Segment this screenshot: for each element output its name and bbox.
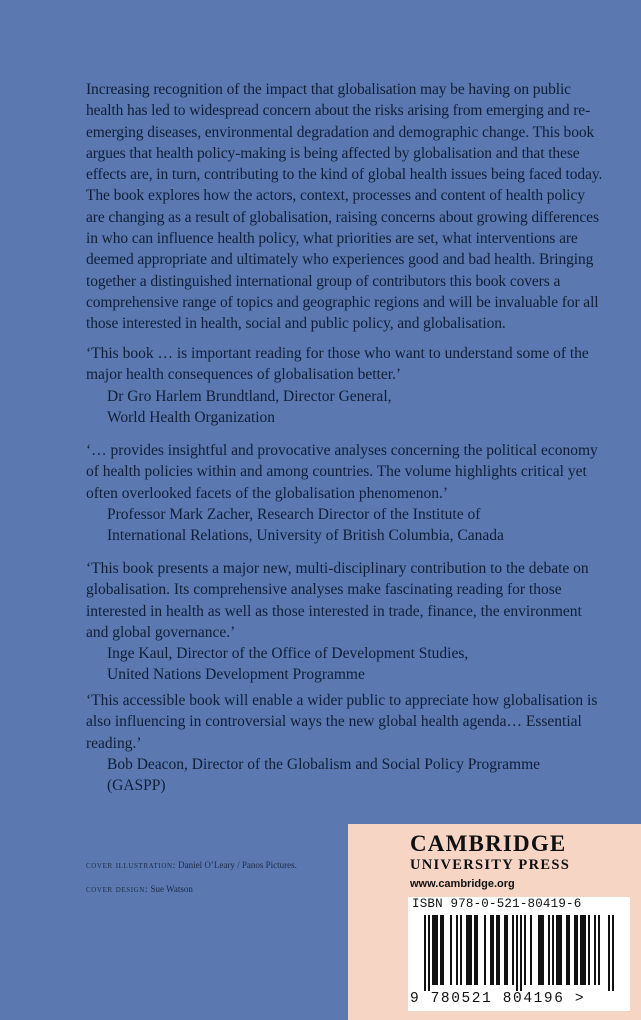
barcode-bar (434, 915, 436, 985)
quote-text: ‘This accessible book will enable a wider public to appreciate how globalisation is also influencing in controversial ways the new global health agenda… Essential reading.’ (86, 692, 598, 752)
barcode-bar (498, 915, 500, 985)
publisher-panel (348, 824, 641, 1020)
cover-design-credit (86, 884, 193, 895)
barcode-bar (588, 915, 590, 985)
barcode-bar (612, 915, 614, 991)
barcode-bar (594, 915, 596, 985)
publisher-subtitle: UNIVERSITY PRESS (410, 857, 571, 873)
barcode-bar (580, 915, 582, 985)
attribution-line: Professor Mark Zacher, Research Director of the Institute of (107, 505, 481, 523)
credit-value: Sue Watson (148, 884, 193, 894)
barcode-bar (598, 915, 600, 985)
attribution-line: Bob Deacon, Director of the Globalism and Social Policy Programme (107, 755, 541, 773)
barcode-image (408, 915, 630, 991)
barcode-bar (548, 915, 550, 985)
barcode-bar (484, 915, 486, 985)
publisher-name: CAMBRIDGE (410, 831, 567, 856)
barcode-bar (568, 915, 570, 985)
barcode-bar (428, 915, 430, 991)
barcode-bar (442, 915, 444, 985)
barcode-bar (574, 915, 576, 985)
attribution-line: Inge Kaul, Director of the Office of Development Studies, (107, 645, 469, 663)
quote-attribution (107, 643, 606, 686)
barcode-bar (540, 915, 542, 985)
barcode-bar (520, 915, 522, 991)
barcode-bar (584, 915, 586, 985)
attribution-line: International Relations, University of British Columbia, Canada (107, 527, 504, 545)
endorsement-quote (86, 558, 606, 686)
barcode-bar (496, 915, 498, 985)
barcode-bar (558, 915, 560, 985)
barcode-bar (476, 915, 478, 985)
barcode-bar (436, 915, 438, 985)
barcode-bar (460, 915, 462, 985)
barcode-bar (424, 915, 426, 991)
barcode-bar (504, 915, 506, 985)
barcode-bar (576, 915, 578, 985)
credit-value: Daniel O’Leary / Panos Pictures. (175, 860, 297, 870)
barcode-bar (440, 915, 442, 985)
quote-text: ‘… provides insightful and provocative analyses concerning the political economy of health policies within and among countries. The volume highlights critical yet often overlooked facets of the globalisation phenomenon.’ (86, 442, 598, 502)
barcode-bar (524, 915, 526, 985)
barcode-block (408, 897, 630, 1011)
barcode-bar (468, 915, 470, 985)
barcode-bar (566, 915, 568, 985)
barcode-bar (456, 915, 458, 985)
barcode-bar (466, 915, 468, 985)
isbn-number: ISBN 978-0-521-80419-6 (412, 897, 582, 911)
barcode-bar (450, 915, 452, 985)
barcode-bar (516, 915, 518, 991)
credit-label: cover illustration: (86, 861, 176, 871)
credit-label: cover design: (86, 885, 149, 895)
barcode-bar (470, 915, 472, 985)
barcode-bar (560, 915, 562, 985)
attribution-line: (GASPP) (107, 777, 166, 795)
cover-illustration-credit (86, 860, 297, 871)
attribution-line: World Health Organization (107, 408, 276, 426)
barcode-bar (530, 915, 532, 985)
barcode-bar (542, 915, 544, 985)
quote-attribution (107, 386, 606, 429)
attribution-line: Dr Gro Harlem Brundtland, Director General, (107, 387, 392, 405)
book-blurb: Increasing recognition of the impact that globalisation may be having on public health has led to widespread concern about the risks arising from emerging and re-emerging diseases, environmental degradation and demographic change. This book argues that health policy-making is being affected by globalisation and that these effects are, in turn, contributing to the kind of global health issues being faced today. The book explores how the actors, context, processes and content of health policy are changing as a result of globalisation, raising concerns about growing differences in who can influence health policy, what priorities are set, what interventions are deemed appropriate and ultimately who experiences good and bad health. Bringing together a distinguished international group of contributors this book covers a comprehensive range of topics and geographic regions and will be invaluable for all those interested in health, social and public policy, and globalisation. (86, 81, 603, 333)
barcode-bar (432, 915, 434, 985)
attribution-line: United Nations Development Programme (107, 666, 365, 684)
endorsement-quote (86, 440, 606, 546)
quote-attribution (107, 504, 606, 547)
barcode-bar (556, 915, 558, 985)
barcode-bar (512, 915, 514, 985)
endorsement-quote (86, 343, 606, 428)
quote-attribution (107, 754, 606, 797)
publisher-url: www.cambridge.org (410, 878, 515, 890)
barcode-bar (582, 915, 584, 985)
quote-text: ‘This book presents a major new, multi-disciplinary contribution to the debate on globalisation. Its comprehensive analyses make fascinating reading for those interested in health as well as those interested in trade, finance, the environment and global governance.’ (86, 560, 589, 641)
quote-text: ‘This book … is important reading for those who want to understand some of the major health consequences of globalisation better.’ (86, 345, 589, 384)
barcode-digits: 9 780521 804196 > (410, 991, 586, 1007)
barcode-bar (506, 915, 508, 985)
barcode-bar (608, 915, 610, 991)
barcode-bar (490, 915, 492, 985)
barcode-bar (552, 915, 554, 985)
endorsement-quote (86, 690, 606, 796)
barcode-bar (538, 915, 540, 985)
barcode-bar (492, 915, 494, 985)
barcode-bar (474, 915, 476, 985)
